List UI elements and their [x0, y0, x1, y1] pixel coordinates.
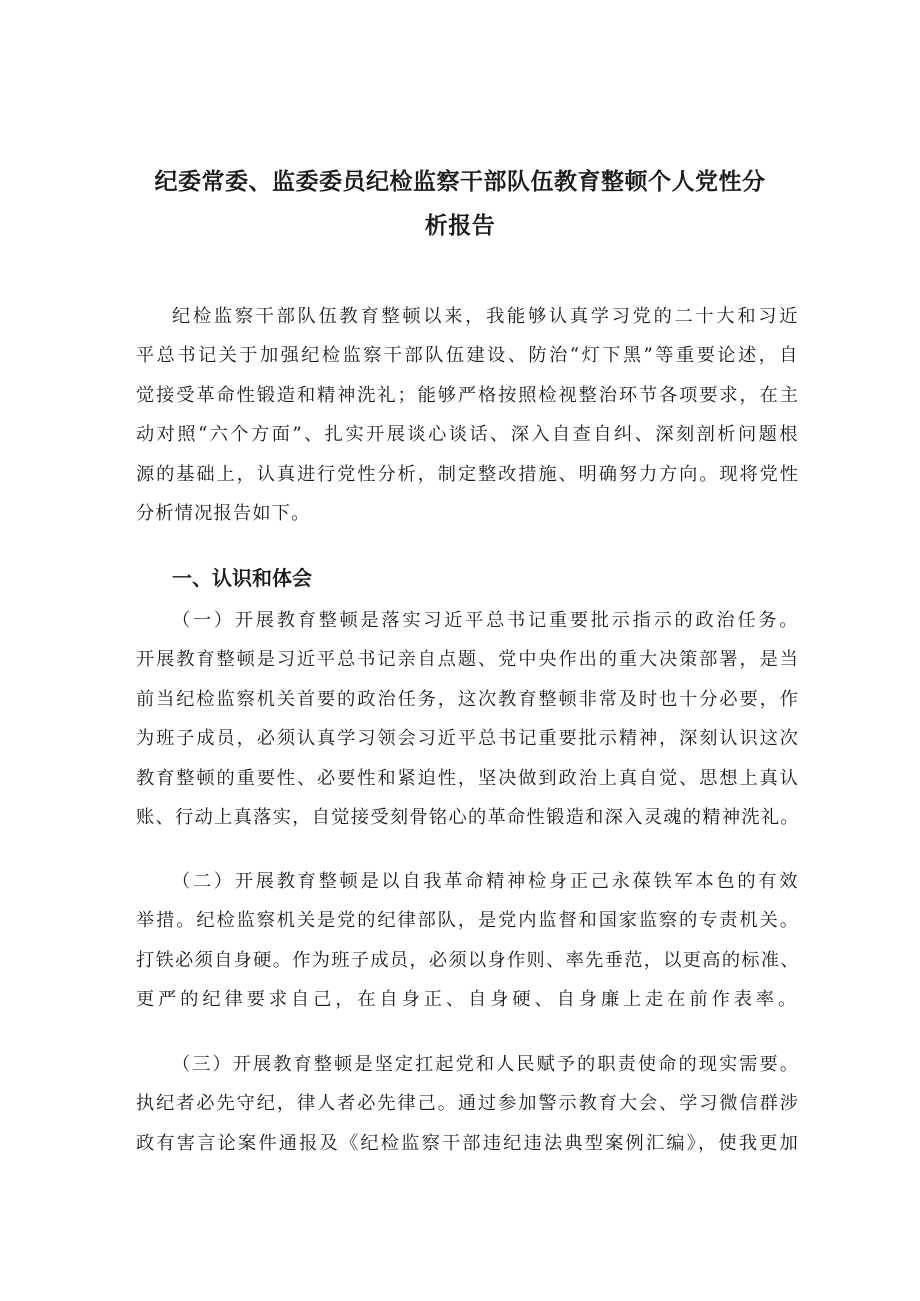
- text-line: 源的基础上，认真进行党性分析，制定整改措施、明确努力方向。现将党性: [136, 463, 800, 485]
- text-line: （二）开展教育整顿是以自我革命精神检身正己永葆铁军本色的有效: [172, 871, 800, 892]
- text-line: （三）开展教育整顿是坚定扛起党和人民赋予的职责使命的现实需要。: [172, 1054, 800, 1075]
- text-line: 更严的纪律要求自己，在自身正、自身硬、自身廉上走在前作表率。: [136, 989, 800, 1011]
- text-line: 举措。纪检监察机关是党的纪律部队，是党内监督和国家监察的专责机关。: [136, 910, 800, 932]
- text-line: 教育整顿的重要性、必要性和紧迫性，坚决做到政治上真自觉、思想上真认: [136, 767, 800, 789]
- text-line: 觉接受革命性锻造和精神洗礼；能够严格按照检视整治环节各项要求，在主: [136, 384, 800, 406]
- text-line: 纪检监察干部队伍教育整顿以来，我能够认真学习党的二十大和习近: [172, 306, 800, 327]
- section-heading: 一、认识和体会: [172, 566, 312, 590]
- text-line: 账、行动上真落实，自觉接受刻骨铭心的革命性锻造和深入灵魂的精神洗礼。: [136, 806, 800, 828]
- text-line: 前当纪检监察机关首要的政治任务，这次教育整顿非常及时也十分必要，作: [136, 688, 800, 710]
- text-line: 动对照“六个方面”、扎实开展谈心谈话、深入自查自纠、深刻剖析问题根: [136, 424, 800, 446]
- text-line: 为班子成员，必须认真学习领会习近平总书记重要批示精神，深刻认识这次: [136, 728, 800, 750]
- text-line: 打铁必须自身硬。作为班子成员，必须以身作则、率先垂范，以更高的标准、: [136, 949, 800, 971]
- text-line: 开展教育整顿是习近平总书记亲自点题、党中央作出的重大决策部署，是当: [136, 649, 800, 671]
- text-line: 执纪者必先守纪，律人者必先律己。通过参加警示教育大会、学习微信群涉: [136, 1093, 800, 1115]
- document-title-line-1: 纪委常委、监委委员纪检监察干部队伍教育整顿个人党性分: [154, 169, 766, 195]
- document-title-line-2: 析报告: [424, 213, 496, 239]
- text-line: （一）开展教育整顿是落实习近平总书记重要批示指示的政治任务。: [172, 610, 800, 631]
- point-one-paragraph: [136, 601, 800, 837]
- text-line: 政有害言论案件通报及《纪检监察干部违纪违法典型案例汇编》，使我更加: [136, 1132, 800, 1154]
- intro-paragraph: [136, 297, 800, 533]
- point-three-paragraph: [136, 1045, 800, 1163]
- text-line: 分析情况报告如下。: [136, 502, 311, 524]
- point-two-paragraph: [136, 862, 800, 1020]
- text-line: 平总书记关于加强纪检监察干部队伍建设、防治“灯下黑”等重要论述，自: [136, 345, 800, 367]
